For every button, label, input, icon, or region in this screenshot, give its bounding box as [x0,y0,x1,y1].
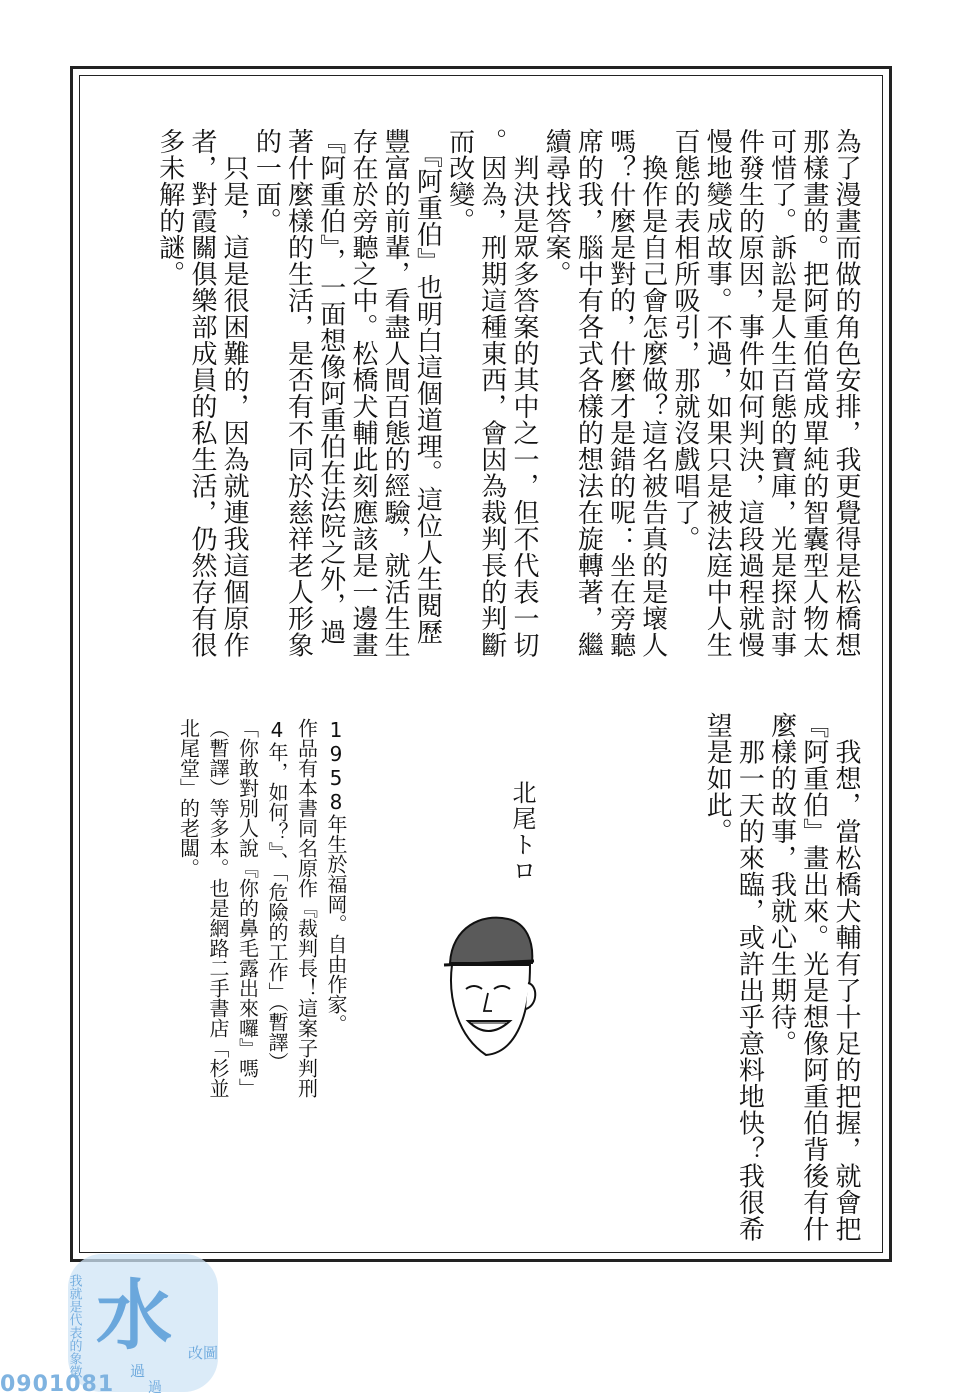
article-column: 著什麼樣的生活，是否有不同於慈祥老人形象 [283,128,314,658]
article-column: 慢地變成故事。不過，如果只是被法庭中人生 [702,128,733,658]
bio-line: 1958年生於福岡。自由作家。 [324,718,348,1034]
bio-line: 作品有本書同名原作『裁判長！這案子判刑 [294,718,319,1098]
article-column: 為了漫畫而做的角色安排，我更覺得是松橋想 [831,128,861,658]
article-column: 的一面。 [251,128,282,234]
article-column: 豐富的前輩，看盡人間百態的經驗，就活生生 [380,128,411,658]
closing-column: 麼樣的故事，我就心生期待。 [766,712,797,1057]
bio-line: （暫譯）等多本。也是網路二手書店「杉並 [206,718,230,1098]
bio-line: 「你敢對別人說『你的鼻毛露出來囉』嗎」 [235,718,260,1098]
article-column: 存在於旁聽之中。松橋犬輔此刻應該是一邊畫 [347,128,378,658]
article-column: 續尋找答案。 [541,128,572,287]
article-column: 。因為，刑期這種東西，會因為裁判長的判斷 [476,128,507,658]
closing-column: 『阿重伯』畫出來。光是想像阿重伯背後有什 [798,712,829,1242]
watermark-text-4: 過 [148,1380,162,1395]
article-column: 席的我，腦中有各式各樣的想法在旋轉著，繼 [573,128,604,658]
article-body [154,128,862,668]
article-column: 『阿重伯』，一面想像阿重伯在法院之外，過 [315,128,346,645]
watermark-slogan: 我就是代表的象徵 [66,1274,82,1378]
article-column: 判決是眾多答案的其中之一，但不代表一切 [508,128,539,658]
article-column: 換作是自己會怎麼做？這名被告真的是壞人 [637,128,668,658]
author-name: 北尾トロ [508,780,536,884]
article-column: 『阿重伯』也明白這個道理。這位人生閱歷 [412,128,443,645]
article-column: 者，對霞關俱樂部成員的私生活，仍然存有很 [186,128,217,658]
article-column: 多未解的謎。 [154,128,185,287]
closing-column: 那一天的來臨，或許出乎意料地快？我很希 [734,712,765,1242]
watermark-text-2: 改圖 [188,1344,219,1362]
article-column: 只是，這是很困難的，因為就連我這個原作 [219,128,250,658]
bio-line: 4年，如何？』、「危險的工作」（暫譯） [265,718,289,1072]
closing-column: 我想，當松橋犬輔有了十足的把握，就會把 [831,712,861,1242]
article-column: 可惜了。訴訟是人生百態的寶庫，光是探討事 [766,128,797,658]
author-bio [173,718,350,1208]
article-column: 件發生的原因，事件如何判決，這段過程就慢 [734,128,765,658]
watermark-text-3: 過 [130,1362,146,1380]
watermark-code: 0901081 [0,1372,115,1397]
author-portrait [438,905,538,1070]
bio-line: 北尾堂」的老闆。 [176,718,201,878]
article-column: 百態的表相所吸引，那就沒戲唱了。 [669,128,700,552]
article-closing [701,712,862,1242]
watermark-big-char: 水 [96,1271,172,1360]
article-column: 那樣畫的。把阿重伯當成單純的智囊型人物太 [798,128,829,658]
article-column: 嗎？什麼是對的，什麼才是錯的呢：坐在旁聽 [605,128,636,658]
closing-column: 望是如此。 [702,712,733,845]
article-column: 而改變。 [444,128,475,234]
